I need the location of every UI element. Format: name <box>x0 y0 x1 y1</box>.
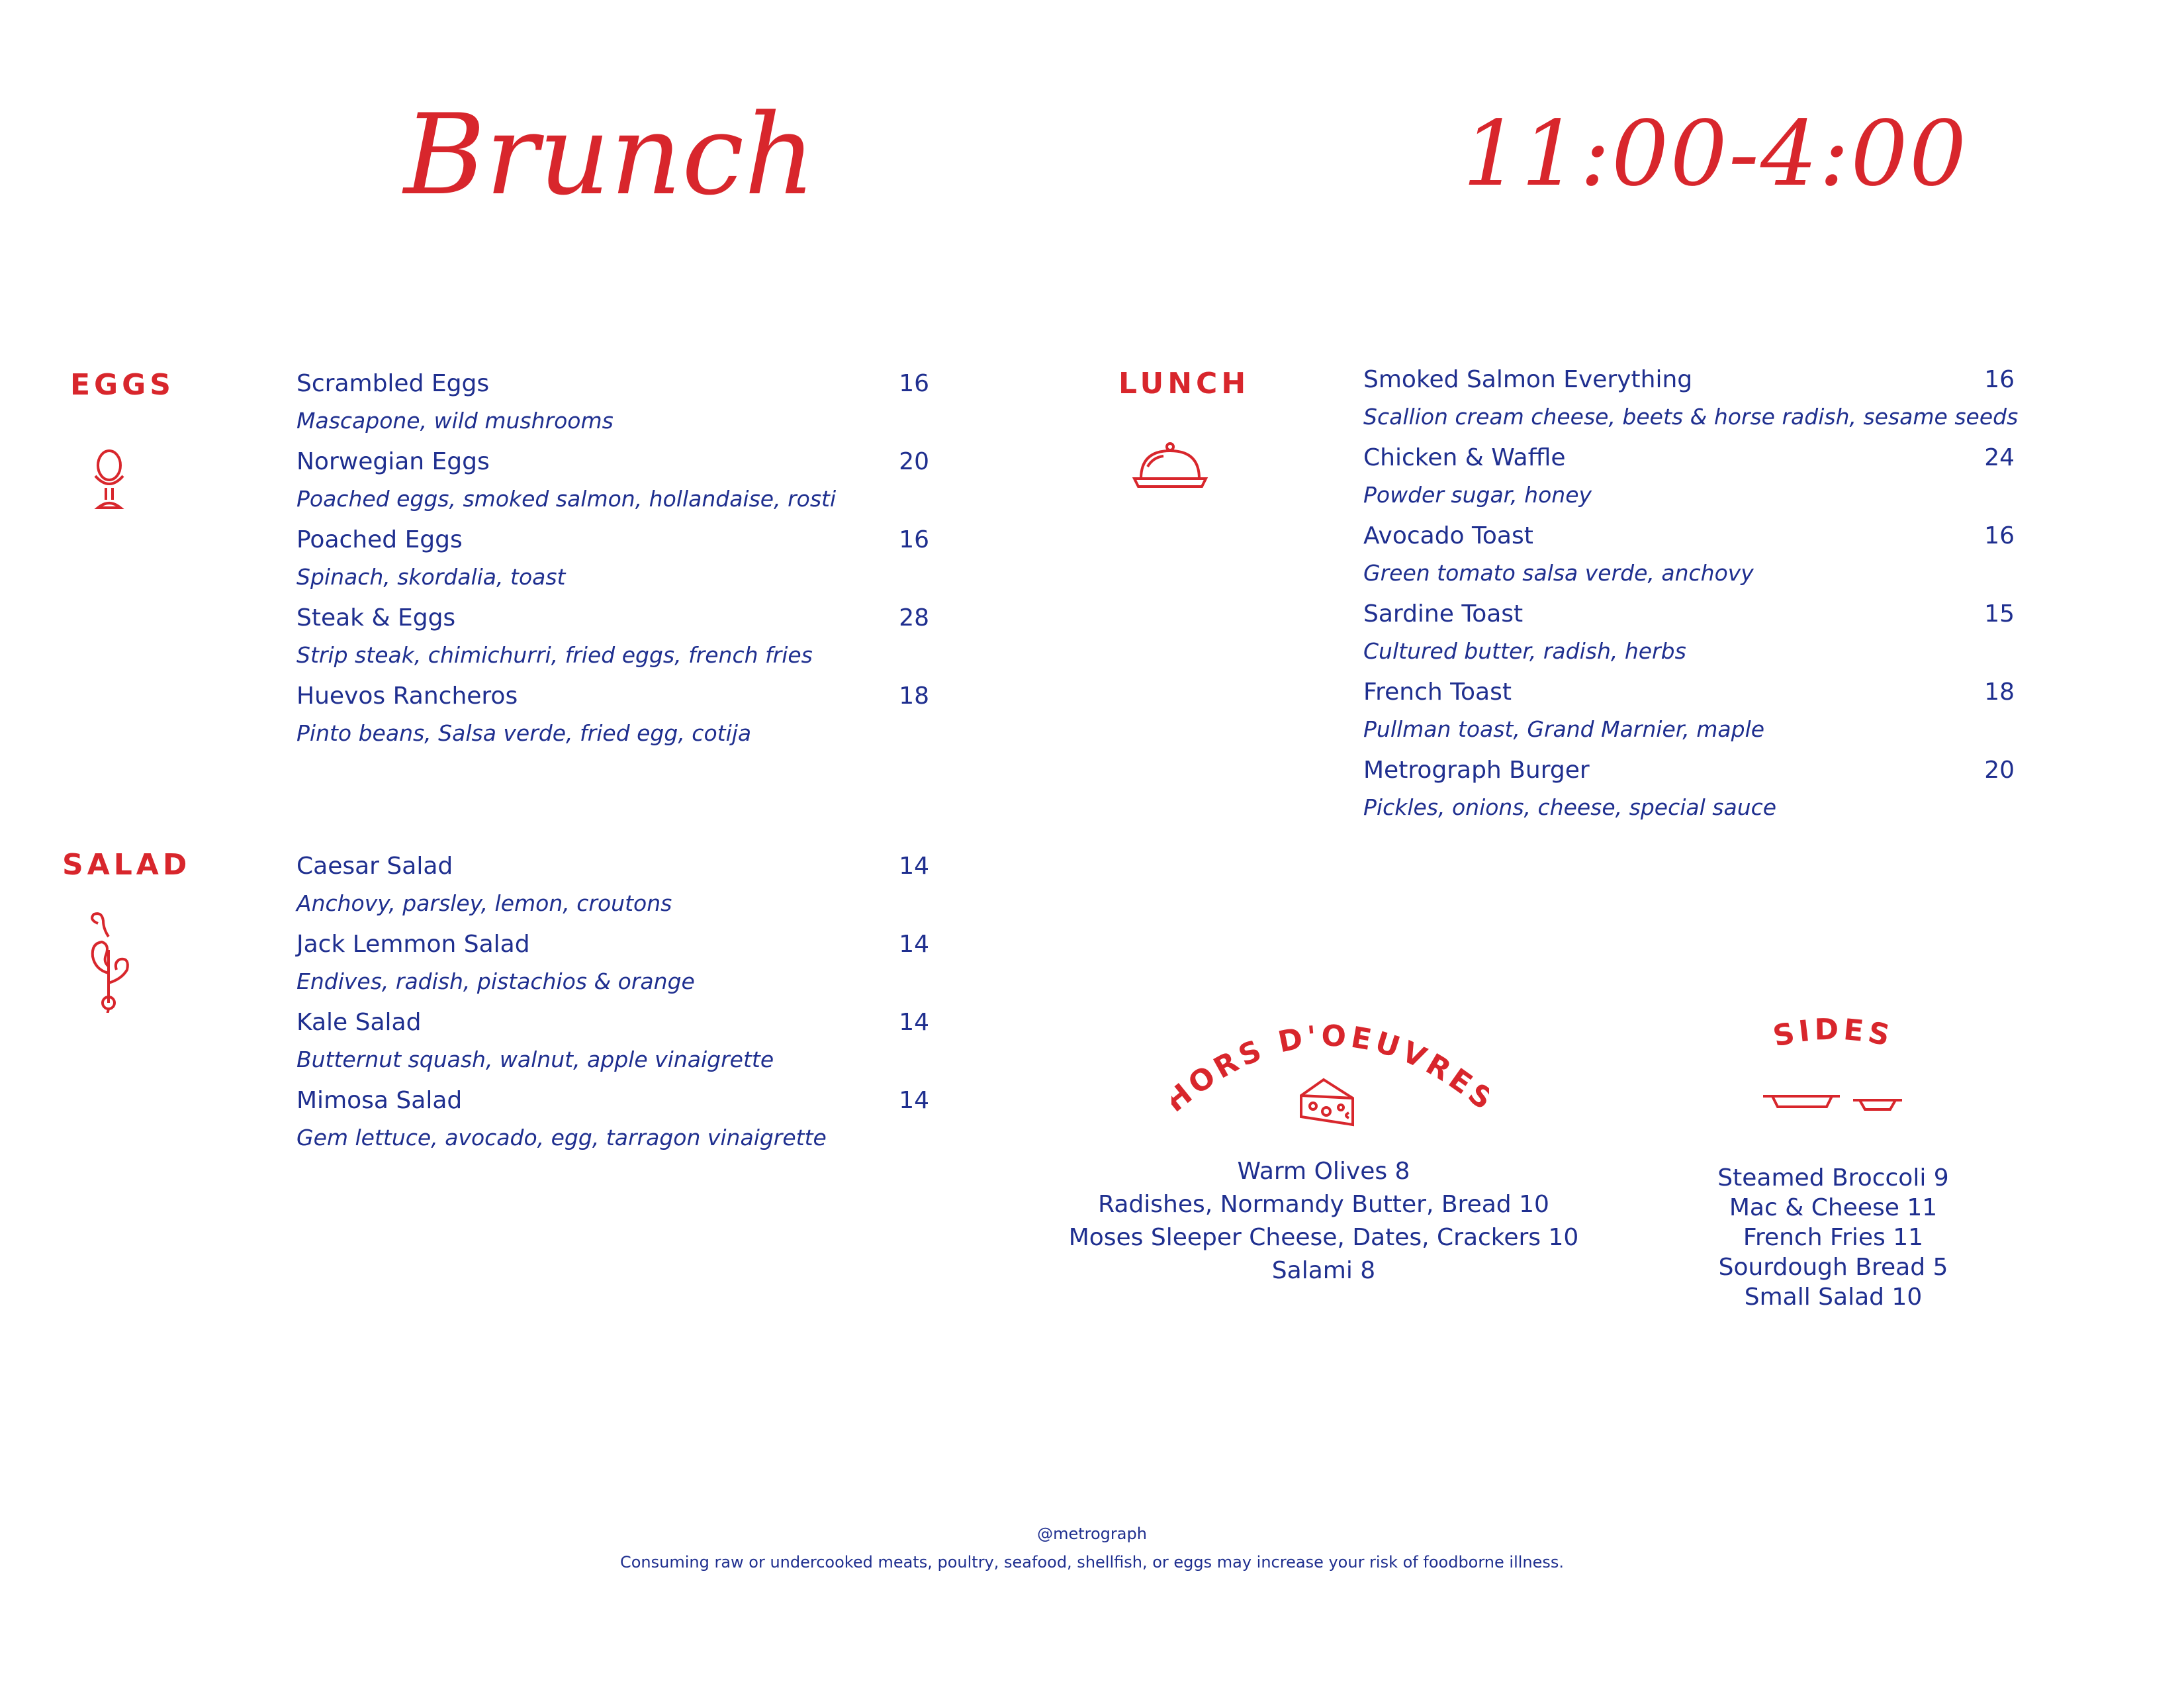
item-description: Spinach, skordalia, toast <box>296 564 566 590</box>
item-name: Mimosa Salad <box>296 1087 463 1114</box>
egg-cup-icon <box>86 447 132 516</box>
item-description: Anchovy, parsley, lemon, croutons <box>296 890 672 916</box>
menu-item <box>1363 678 2015 756</box>
item-price: 14 <box>899 1087 929 1114</box>
cheese-icon <box>1297 1076 1357 1131</box>
item-description: Mascapone, wild mushrooms <box>296 408 614 434</box>
salad-heading: SALAD <box>62 848 191 882</box>
eggs-list <box>296 369 929 760</box>
menu-title: Brunch <box>404 90 816 220</box>
menu-item <box>1363 522 2015 600</box>
menu-item <box>296 852 929 930</box>
menu-item <box>296 1086 929 1164</box>
item-description: Pickles, onions, cheese, special sauce <box>1363 794 1777 820</box>
item-description: Poached eggs, smoked salmon, hollandaise, rosti <box>296 486 837 512</box>
item-price: 28 <box>899 604 929 632</box>
menu-item <box>296 604 929 682</box>
item-description: Pinto beans, Salsa verde, fried egg, cotija <box>296 720 752 746</box>
item-price: 16 <box>899 370 929 397</box>
social-handle: @metrograph <box>1037 1524 1147 1543</box>
item-name: Jack Lemmon Salad <box>296 931 530 958</box>
item-description: Scallion cream cheese, beets & horse radish, sesame seeds <box>1363 404 2019 430</box>
item-description: Endives, radish, pistachios & orange <box>296 968 695 994</box>
item-price: 20 <box>899 448 929 475</box>
item-name: Avocado Toast <box>1363 522 1533 549</box>
sides-item: French Fries 11 <box>1743 1224 1924 1251</box>
item-name: Scrambled Eggs <box>296 370 490 397</box>
item-description: Gem lettuce, avocado, egg, tarragon vinaigrette <box>296 1125 827 1150</box>
item-price: 24 <box>1984 444 2015 471</box>
item-name: Caesar Salad <box>296 853 453 880</box>
item-description: Cultured butter, radish, herbs <box>1363 638 1686 664</box>
sides-item: Small Salad 10 <box>1744 1284 1923 1311</box>
menu-item <box>296 1008 929 1086</box>
sides-item: Sourdough Bread 5 <box>1718 1254 1948 1281</box>
item-price: 14 <box>899 931 929 958</box>
item-price: 16 <box>899 526 929 553</box>
item-price: 18 <box>899 682 929 710</box>
item-name: Metrograph Burger <box>1363 757 1590 784</box>
hors-item: Warm Olives 8 <box>1237 1158 1410 1185</box>
radish-icon <box>83 910 136 1015</box>
svg-text:SIDES <box>1770 1013 1897 1054</box>
item-price: 14 <box>899 853 929 880</box>
sides-list <box>1668 1163 1999 1312</box>
menu-item <box>296 526 929 604</box>
item-price: 16 <box>1984 522 2015 549</box>
sides-heading <box>1760 1003 1906 1058</box>
menu-item <box>296 930 929 1008</box>
item-price: 16 <box>1984 366 2015 393</box>
item-price: 14 <box>899 1009 929 1036</box>
hors-heading-text: ORS D'OEUVRE <box>1182 1019 1482 1103</box>
hors-item: Moses Sleeper Cheese, Dates, Crackers 10 <box>1068 1224 1579 1251</box>
hors-item: Radishes, Normandy Butter, Bread 10 <box>1098 1191 1549 1218</box>
item-name: Smoked Salmon Everything <box>1363 366 1693 393</box>
item-name: Steak & Eggs <box>296 604 456 632</box>
menu-item <box>1363 444 2015 522</box>
menu-item <box>1363 365 2019 444</box>
item-name: Poached Eggs <box>296 526 463 553</box>
item-name: French Toast <box>1363 679 1512 706</box>
item-description: Green tomato salsa verde, anchovy <box>1363 560 1754 586</box>
cloche-icon <box>1130 440 1210 496</box>
hors-list <box>1046 1155 1602 1288</box>
lunch-list <box>1363 365 2019 834</box>
menu-item <box>296 369 929 447</box>
food-safety-notice: Consuming raw or undercooked meats, poultry, seafood, shellfish, or eggs may increase your risk of foodborne illness. <box>619 1553 1565 1571</box>
menu-item <box>1363 600 2015 678</box>
item-name: Norwegian Eggs <box>296 448 490 475</box>
lunch-heading: LUNCH <box>1118 367 1250 400</box>
item-description: Strip steak, chimichurri, fried eggs, french fries <box>296 642 813 668</box>
eggs-heading: EGGS <box>70 368 175 402</box>
item-name: Kale Salad <box>296 1009 422 1036</box>
sides-heading-text: SIDES <box>1770 1012 1897 1054</box>
sides-item: Mac & Cheese 11 <box>1729 1194 1938 1221</box>
item-price: 18 <box>1984 679 2015 706</box>
item-description: Powder sugar, honey <box>1363 482 1592 508</box>
item-name: Sardine Toast <box>1363 600 1524 628</box>
item-name: Huevos Rancheros <box>296 682 518 710</box>
item-price: 20 <box>1984 757 2015 784</box>
hors-item: Salami 8 <box>1271 1257 1376 1284</box>
item-description: Pullman toast, Grand Marnier, maple <box>1363 716 1765 742</box>
menu-item <box>296 682 929 760</box>
item-description: Butternut squash, walnut, apple vinaigrette <box>296 1047 774 1072</box>
menu-item <box>296 447 929 526</box>
plates-icon <box>1760 1091 1906 1120</box>
sides-item: Steamed Broccoli 9 <box>1717 1164 1949 1192</box>
menu-item <box>1363 756 2015 834</box>
item-price: 15 <box>1984 600 2015 628</box>
item-name: Chicken & Waffle <box>1363 444 1566 471</box>
salad-list <box>296 852 929 1164</box>
hours: 11:00-4:00 <box>1463 102 1968 207</box>
